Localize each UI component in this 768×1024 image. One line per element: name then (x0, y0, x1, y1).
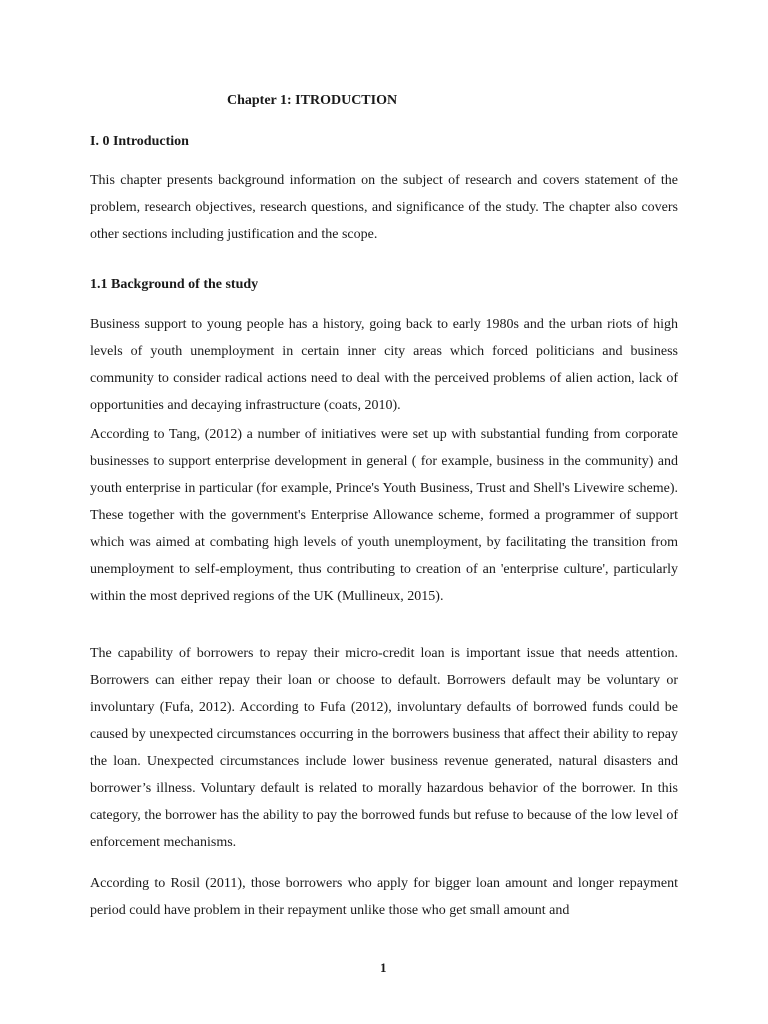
section-heading-introduction: I. 0 Introduction (90, 134, 189, 149)
background-paragraph-1: Business support to young people has a history, going back to early 1980s and the urban riots of high levels of youth unemployment in certain inner city areas which forced politicians and business community to consider radical actions need to deal with the perceived problems of alien action, lack of opportunities and decaying infrastructure (coats, 2010). (90, 317, 678, 413)
background-paragraph-4: According to Rosil (2011), those borrowers who apply for bigger loan amount and longer repayment period could have problem in their repayment unlike those who get small amount and (90, 876, 678, 918)
page-number: 1 (380, 960, 387, 975)
background-paragraph-3: The capability of borrowers to repay their micro-credit loan is important issue that needs attention. Borrowers can either repay their loan or choose to default. Borrowers default may be voluntary or involuntary (Fufa, 2012). According to Fufa (2012), involuntary defaults of borrowed funds could be caused by unexpected circumstances occurring in the borrowers business that affect their ability to repay the loan. Unexpected circumstances include lower business revenue generated, natural disasters and borrower’s illness. Voluntary default is related to morally hazardous behavior of the borrower. In this category, the borrower has the ability to pay the borrowed funds but refuse to because of the low level of enforcement mechanisms. (90, 646, 678, 850)
chapter-title: Chapter 1: ITRODUCTION (227, 93, 398, 108)
background-paragraph-2: According to Tang, (2012) a number of initiatives were set up with substantial funding from corporate businesses to support enterprise development in general ( for example, business in the community) and youth enterprise in particular (for example, Prince's Youth Business, Trust and Shell's Livewire scheme). These together with the government's Enterprise Allowance scheme, formed a programmer of support which was aimed at combating high levels of youth unemployment, by facilitating the transition from unemployment to self-employment, thus contributing to creation of an 'enterprise culture', particularly within the most deprived regions of the UK (Mullineux, 2015). (90, 427, 678, 604)
document-page (90, 0, 678, 1024)
section-heading-background: 1.1 Background of the study (90, 277, 259, 292)
intro-paragraph: This chapter presents background information on the subject of research and covers statement of the problem, research objectives, research questions, and significance of the study. The chapter also covers other sections including justification and the scope. (90, 173, 678, 242)
